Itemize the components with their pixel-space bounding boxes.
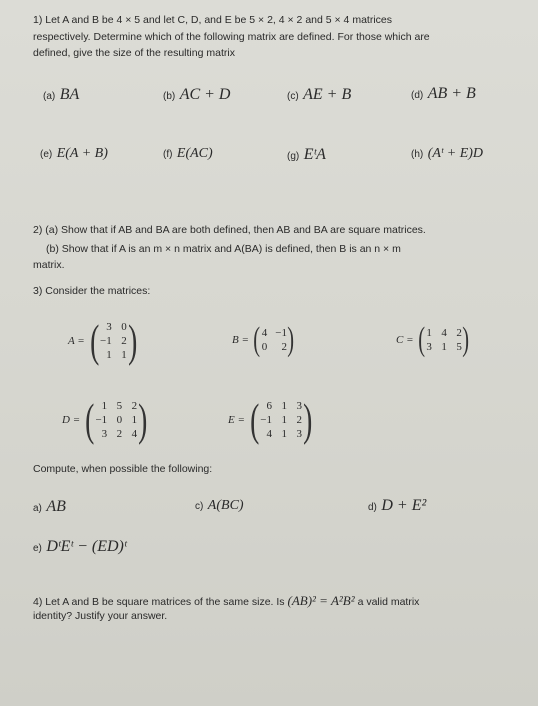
- matrix-B: B = ( 4 −1 0 2 ): [232, 321, 295, 358]
- q1-line1: 1) Let A and B be 4 × 5 and let C, D, and E be 5 × 2, 4 × 2 and 5 × 4 matrices: [33, 14, 392, 26]
- q3-part-c: c) A(BC): [195, 498, 244, 513]
- q1-part-e: (e) E(A + B): [40, 146, 108, 161]
- q1-part-d: (d) AB + B: [411, 85, 476, 102]
- q1-part-f: (f) E(AC): [163, 146, 213, 161]
- q2-line1: 2) (a) Show that if AB and BA are both defined, then AB and BA are square matrices.: [33, 224, 426, 236]
- q3-compute: Compute, when possible the following:: [33, 463, 213, 475]
- q1-part-b: (b) AC + D: [163, 86, 231, 103]
- matrix-D: D = ( 1 5 2 −1 0 1 3 2 4 ): [62, 394, 148, 445]
- q1-part-a: (a) BA: [43, 86, 80, 103]
- q1-part-g: (g) EᵗA: [287, 146, 326, 163]
- q1-line2: respectively. Determine which of the following matrix are defined. For those which are: [33, 31, 430, 43]
- q1-part-c: (c) AE + B: [287, 86, 352, 103]
- q2-line3: matrix.: [33, 259, 65, 271]
- q4-line2: identity? Justify your answer.: [33, 610, 168, 622]
- q1-line3: defined, give the size of the resulting matrix: [33, 47, 235, 59]
- q3-intro: 3) Consider the matrices:: [33, 285, 151, 297]
- matrix-A: A = ( 3 0 −1 2 1 1 ): [68, 315, 138, 366]
- q1-part-h: (h) (Aᵗ + E)D: [411, 146, 484, 161]
- q3-part-a: a) AB: [33, 498, 66, 515]
- matrix-C: C = ( 1 4 2 3 1 5 ): [396, 321, 469, 358]
- matrix-E: E = ( 6 1 3 −1 1 2 4 1 3 ): [228, 394, 313, 445]
- q3-part-d: d) D + E²: [368, 497, 427, 514]
- q2-line2: (b) Show that if A is an m × n matrix and A(BA) is defined, then B is an n × m: [46, 243, 401, 255]
- q4-line1: 4) Let A and B be square matrices of the same size. Is (AB)² = A²B² a valid matrix: [33, 593, 420, 608]
- q3-part-e: e) DᵗEᵗ − (ED)ᵗ: [33, 538, 127, 555]
